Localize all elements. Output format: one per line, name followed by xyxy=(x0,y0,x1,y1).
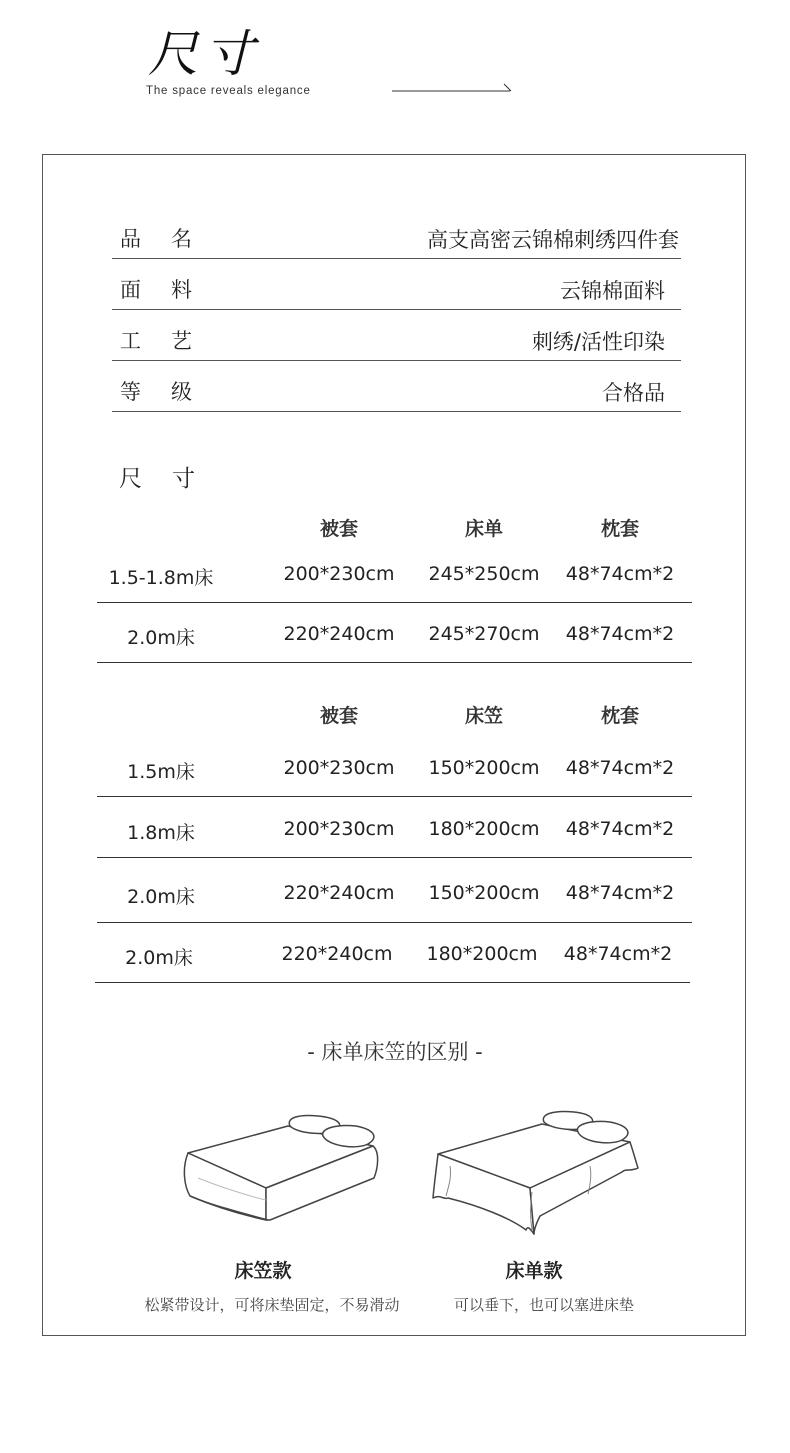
fitted-sheet-bed-icon xyxy=(178,1108,388,1226)
table-cell: 200*230cm xyxy=(283,563,395,585)
table-row xyxy=(97,623,692,663)
table-cell: 48*74cm*2 xyxy=(565,563,675,585)
column-header: 枕套 xyxy=(600,518,639,540)
spec-row-craft xyxy=(112,309,681,361)
spec-row-grade xyxy=(112,360,681,412)
table-cell: 200*230cm xyxy=(283,757,395,779)
flat-sheet-description: 可以垂下，也可以塞进床垫 xyxy=(453,1296,634,1314)
fitted-sheet-label: 床笠款 xyxy=(234,1260,292,1282)
table-row xyxy=(97,757,692,797)
spec-label: 面料 xyxy=(120,278,222,302)
spec-row-fabric xyxy=(112,258,681,310)
table-cell: 48*74cm*2 xyxy=(565,623,675,645)
page-title: 尺寸 xyxy=(148,25,260,83)
spec-value: 合格品 xyxy=(602,381,665,405)
table-cell: 48*74cm*2 xyxy=(565,882,675,904)
table-cell: 245*270cm xyxy=(428,623,540,645)
spec-label: 等级 xyxy=(120,380,222,404)
table-cell: 2.0m床 xyxy=(125,947,193,969)
table-row xyxy=(95,943,690,983)
column-header: 床单 xyxy=(464,518,503,540)
table-cell: 48*74cm*2 xyxy=(563,943,673,965)
table-cell: 48*74cm*2 xyxy=(565,818,675,840)
table-cell: 180*200cm xyxy=(428,818,540,840)
table-cell: 1.5-1.8m床 xyxy=(108,567,214,589)
column-header: 被套 xyxy=(319,518,358,540)
spec-row-name xyxy=(112,207,681,259)
spec-value: 云锦棉面料 xyxy=(560,279,665,303)
table-cell: 2.0m床 xyxy=(127,886,195,908)
size-section-title: 尺寸 xyxy=(119,466,225,492)
table-cell: 1.5m床 xyxy=(127,761,195,783)
column-header: 枕套 xyxy=(600,705,639,727)
spec-label: 工艺 xyxy=(120,329,222,353)
table-cell: 220*240cm xyxy=(281,943,393,965)
page-subtitle: The space reveals elegance xyxy=(146,85,311,97)
spec-value: 高支高密云锦棉刺绣四件套 xyxy=(427,228,679,252)
table-cell: 245*250cm xyxy=(428,563,540,585)
column-header: 床笠 xyxy=(464,705,503,727)
table-cell: 220*240cm xyxy=(283,623,395,645)
table-cell: 48*74cm*2 xyxy=(565,757,675,779)
table-cell: 1.8m床 xyxy=(127,822,195,844)
table-row xyxy=(97,563,692,603)
table-cell: 180*200cm xyxy=(426,943,538,965)
table-row xyxy=(97,818,692,858)
difference-title: - 床单床笠的区别 - xyxy=(307,1040,483,1064)
flat-sheet-bed-icon xyxy=(430,1106,645,1236)
arrow-right-icon xyxy=(392,82,516,96)
fitted-sheet-description: 松紧带设计，可将床垫固定，不易滑动 xyxy=(144,1296,400,1314)
table-cell: 150*200cm xyxy=(428,757,540,779)
table-cell: 220*240cm xyxy=(283,882,395,904)
flat-sheet-label: 床单款 xyxy=(505,1260,563,1282)
table-cell: 2.0m床 xyxy=(127,627,195,649)
table-cell: 200*230cm xyxy=(283,818,395,840)
table-row xyxy=(97,882,692,923)
column-header: 被套 xyxy=(319,705,358,727)
table-cell: 150*200cm xyxy=(428,882,540,904)
spec-label: 品名 xyxy=(120,227,222,251)
spec-value: 刺绣/活性印染 xyxy=(531,330,665,354)
